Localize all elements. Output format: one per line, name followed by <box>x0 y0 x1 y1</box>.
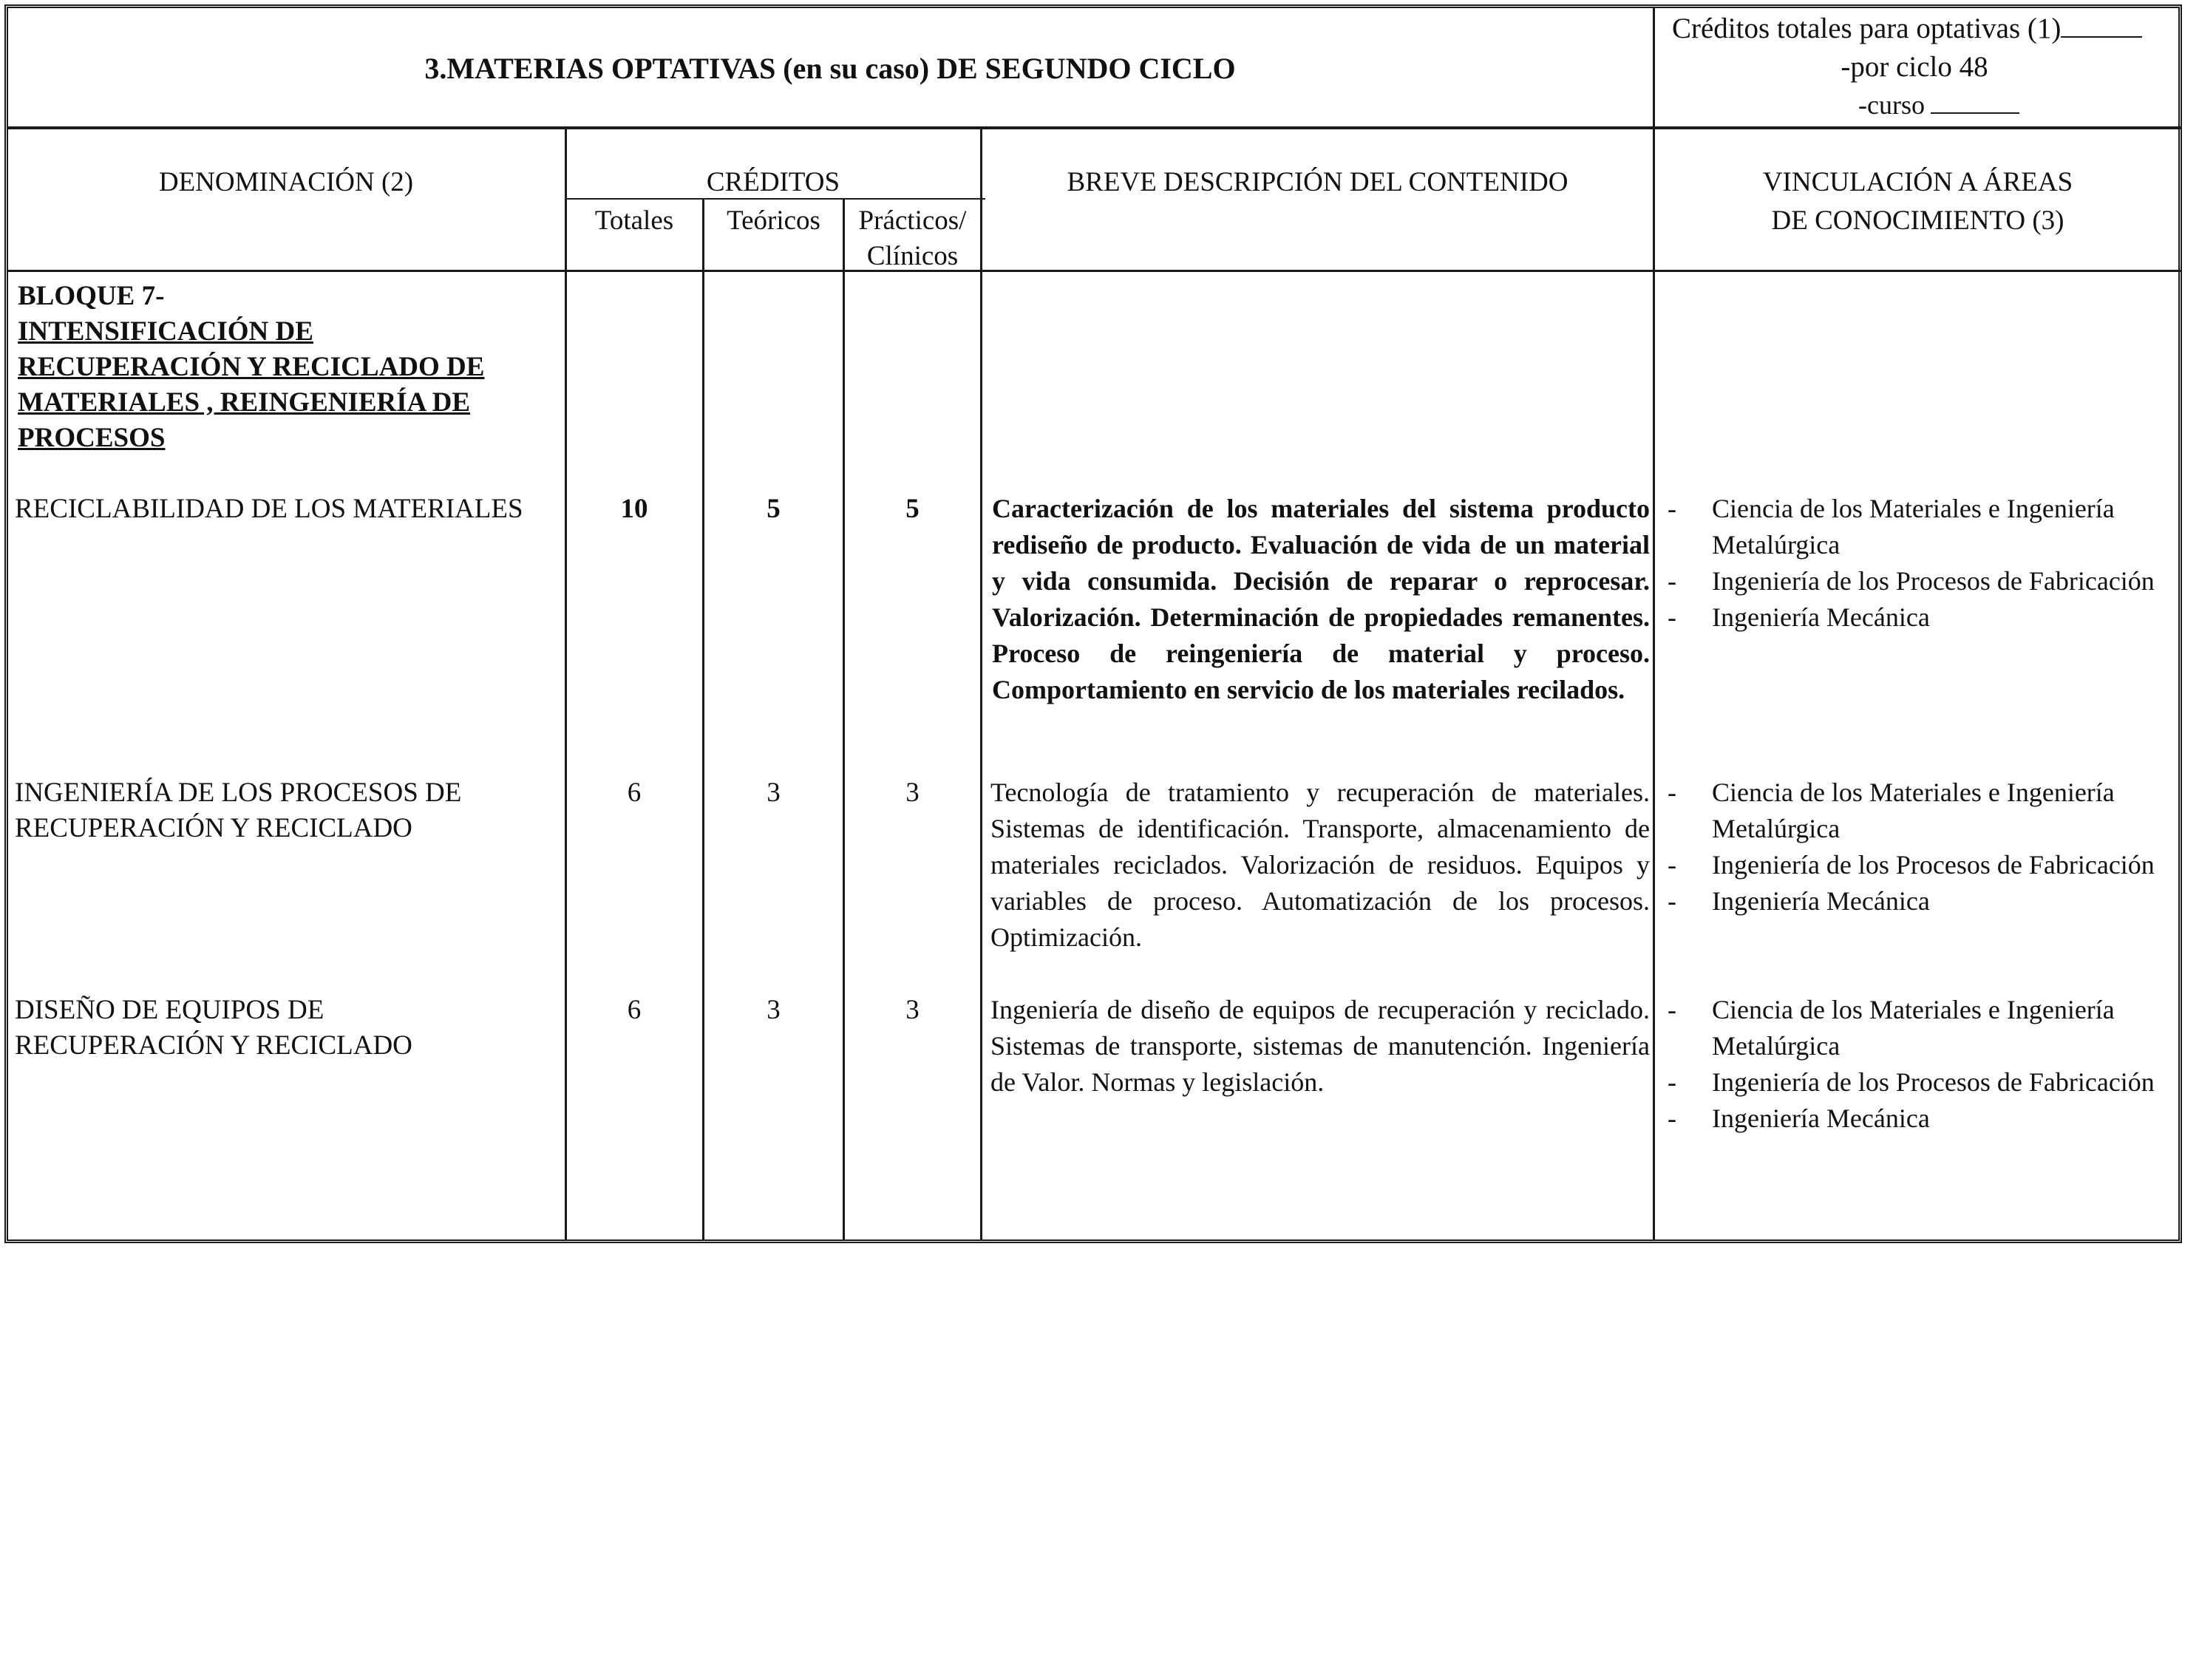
subject-areas <box>1668 775 2170 919</box>
col-header-denominacion: DENOMINACIÓN (2) <box>158 167 414 197</box>
area-item <box>1668 491 2170 563</box>
subject-name: DISEÑO DE EQUIPOS DE <box>15 995 324 1025</box>
col-divider-totales <box>702 198 704 1241</box>
area-bullet: - <box>1668 602 1676 632</box>
area-label: Ingeniería Mecánica <box>1712 1103 1930 1133</box>
block-title-line: INTENSIFICACIÓN DE <box>18 316 313 347</box>
credits-total-label <box>1672 10 2142 47</box>
area-bullet: - <box>1668 995 1676 1024</box>
area-bullet: - <box>1668 1103 1676 1133</box>
area-item <box>1668 1101 2170 1137</box>
subject-totales: 6 <box>627 995 642 1025</box>
subject-name: RECUPERACIÓN Y RECICLADO <box>15 1030 412 1061</box>
subject-practicos: 3 <box>905 778 920 808</box>
area-item <box>1668 847 2170 883</box>
subject-totales: 10 <box>620 494 648 524</box>
area-label: Ingeniería de los Procesos de Fabricación <box>1712 566 2155 596</box>
area-label: Ciencia de los Materiales e Ingeniería Metalúrgica <box>1712 778 2115 843</box>
block-title-line: RECUPERACIÓN Y RECICLADO DE <box>18 352 485 382</box>
area-bullet: - <box>1668 886 1676 916</box>
area-bullet: - <box>1668 778 1676 807</box>
credits-curso-text: -curso <box>1858 90 1925 120</box>
col-header-conocimiento: DE CONOCIMIENTO (3) <box>1771 205 2064 236</box>
column-header-divider <box>7 270 2182 272</box>
subject-name: RECUPERACIÓN Y RECICLADO <box>15 813 412 843</box>
area-item <box>1668 563 2170 599</box>
area-label: Ingeniería de los Procesos de Fabricación <box>1712 1067 2155 1097</box>
subject-description: Ingeniería de diseño de equipos de recuperación y reciclado. Sistemas de transporte, sistemas de manutención. Ingeniería de Valor. Normas y legislación. <box>990 995 1650 1097</box>
col-divider-teoricos <box>843 198 845 1241</box>
col-header-creditos: CRÉDITOS <box>706 167 840 197</box>
block-title-line: PROCESOS <box>18 423 166 453</box>
subject-description: Caracterización de los materiales del sistema producto rediseño de producto. Evaluación de vida de un material y vida consumida. Decisión de reparar o reprocesar. Valorización. Determinación de propiedades remanentes. Proceso de reingeniería de material y proceso. Comportamiento en servicio de los materiales recilados. <box>992 494 1650 704</box>
page-title: 3.MATERIAS OPTATIVAS (en su caso) DE SEGUNDO CICLO <box>424 52 1236 85</box>
credits-ciclo: -por ciclo 48 <box>1841 51 1988 83</box>
area-bullet: - <box>1668 566 1676 596</box>
subject-practicos: 5 <box>905 494 920 524</box>
subject-teoricos: 5 <box>767 494 781 524</box>
credits-curso-blank <box>1931 112 2019 114</box>
credits-curso <box>1858 87 2019 123</box>
area-label: Ciencia de los Materiales e Ingeniería Metalúrgica <box>1712 995 2115 1061</box>
subject-teoricos: 3 <box>767 995 781 1025</box>
subject-practicos: 3 <box>905 995 920 1025</box>
credits-total-text: Créditos totales para optativas (1) <box>1672 13 2062 44</box>
area-label: Ciencia de los Materiales e Ingeniería Metalúrgica <box>1712 494 2115 560</box>
subject-name: INGENIERÍA DE LOS PROCESOS DE <box>15 778 462 808</box>
area-item <box>1668 599 2170 636</box>
subject-description: Tecnología de tratamiento y recuperación de materiales. Sistemas de identificación. Transporte, almacenamiento de materiales reciclados. Valorización de residuos. Equipos y variables de proceso. Automatización de los procesos. Optimización. <box>990 778 1650 952</box>
area-bullet: - <box>1668 850 1676 880</box>
col-header-vinculacion: VINCULACIÓN A ÁREAS <box>1762 167 2073 197</box>
subject-totales: 6 <box>627 778 642 808</box>
credits-total-blank <box>2061 36 2142 38</box>
col-header-descripcion: BREVE DESCRIPCIÓN DEL CONTENIDO <box>1067 167 1568 197</box>
area-label: Ingeniería Mecánica <box>1712 886 1930 916</box>
subject-name: RECICLABILIDAD DE LOS MATERIALES <box>15 494 523 524</box>
col-header-totales: Totales <box>594 205 674 236</box>
col-header-clinicos: Clínicos <box>866 241 959 271</box>
area-item <box>1668 883 2170 919</box>
col-header-teoricos: Teóricos <box>727 205 820 236</box>
subject-areas <box>1668 491 2170 636</box>
subject-areas <box>1668 992 2170 1137</box>
area-bullet: - <box>1668 1067 1676 1097</box>
area-item <box>1668 1064 2170 1101</box>
header-divider <box>7 126 2182 129</box>
col-header-practicos: Prácticos/ <box>858 205 967 236</box>
block-title-line: MATERIALES , REINGENIERÍA DE <box>18 387 470 418</box>
area-item <box>1668 992 2170 1064</box>
subject-teoricos: 3 <box>767 778 781 808</box>
area-label: Ingeniería Mecánica <box>1712 602 1930 632</box>
block-label: BLOQUE 7- <box>18 281 165 311</box>
area-item <box>1668 775 2170 847</box>
col-divider-creditos <box>980 128 982 1241</box>
col-divider-denominacion <box>565 128 567 1241</box>
area-bullet: - <box>1668 494 1676 523</box>
area-label: Ingeniería de los Procesos de Fabricación <box>1712 850 2155 880</box>
